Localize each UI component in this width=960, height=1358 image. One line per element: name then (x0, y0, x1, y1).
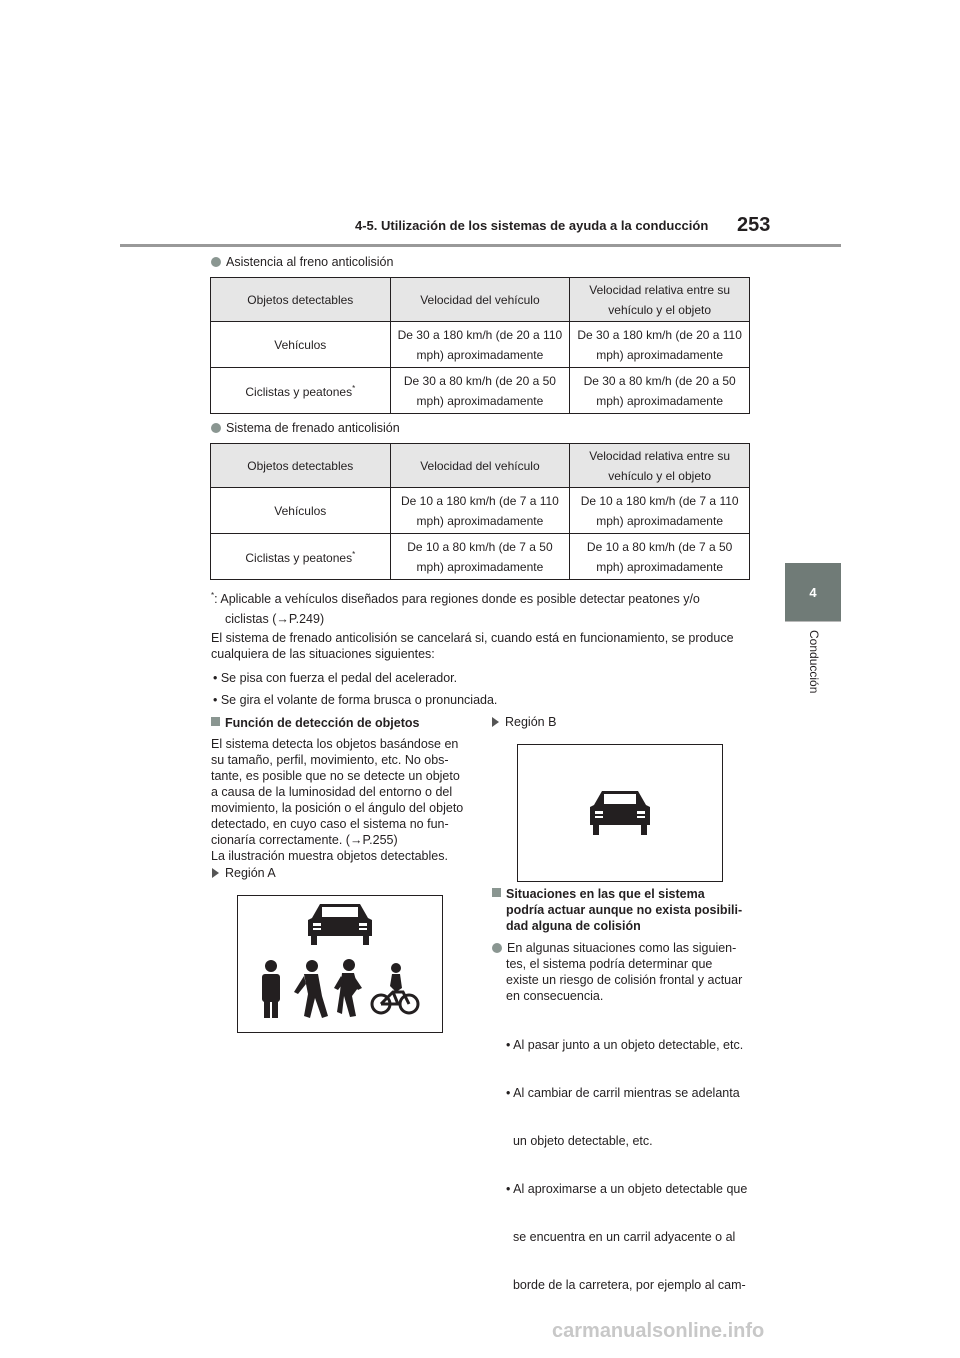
heading-line: Situaciones en las que el sistema (506, 887, 705, 901)
cyclist-icon (372, 992, 418, 1013)
header-divider (120, 244, 841, 247)
chapter-tab (785, 563, 841, 621)
page-number: 253 (737, 214, 771, 236)
footnote-line1 (211, 586, 751, 609)
heading-line: dad alguna de colisión (506, 919, 641, 933)
body-line: El sistema detecta los objetos basándose en (211, 737, 459, 751)
intro-line: existe un riesgo de colisión frontal y actuar (506, 973, 743, 987)
region-a-label (212, 866, 276, 880)
table-cell: De 10 a 180 km/h (de 7 a 110 mph) aproximadamente (390, 488, 570, 534)
table-cell (211, 534, 391, 580)
bullet-item: • Se gira el volante de forma brusca o pronunciada. (213, 693, 498, 707)
body-line: detectado, en cuyo caso el sistema no fun- (211, 817, 449, 831)
situations-intro (492, 940, 762, 1004)
section1-heading (211, 255, 393, 269)
table-cell: De 30 a 80 km/h (de 20 a 50 mph) aproximadamente (390, 368, 570, 414)
figure-region-b (517, 744, 723, 882)
square-bullet-icon (211, 717, 220, 726)
cancel-paragraph: El sistema de frenado anticolisión se cancelará si, cuando está en funcionamiento, se produce cualquiera de las situaciones siguientes: (211, 631, 734, 661)
table-cell: De 30 a 80 km/h (de 20 a 50 mph) aproximadamente (570, 368, 750, 414)
intro-line: en consecuencia. (506, 989, 604, 1003)
section-title: 4-5. Utilización de los sistemas de ayuda a la conducción (355, 218, 709, 233)
table-cell (211, 368, 391, 414)
table-cell: De 10 a 180 km/h (de 7 a 110 mph) aproximadamente (570, 488, 750, 534)
table-cell: De 10 a 80 km/h (de 7 a 50 mph) aproximadamente (390, 534, 570, 580)
vehicle-illustration (518, 745, 722, 881)
table-cell: Vehículos (211, 488, 391, 534)
cyclist-body-icon (390, 963, 402, 992)
footnote (211, 586, 751, 629)
body-line: su tamaño, perfil, movimiento, etc. No obs- (211, 753, 449, 767)
region-b-label (492, 715, 556, 729)
footnote-marker: * (352, 550, 356, 559)
footnote-line2: ciclistas (→P.249) (225, 612, 325, 627)
cell-text: Ciclistas y peatones (245, 551, 353, 565)
section2-heading-text: Sistema de frenado anticolisión (226, 421, 400, 435)
list-item: • Al pasar junto a un objeto detectable, etc. (506, 1038, 744, 1052)
pedestrian-standing-icon (262, 960, 280, 1018)
bullet-dot-icon (211, 257, 221, 267)
watermark: carmanualsonline.info (552, 1320, 765, 1342)
body-line: cionaría correctamente. (→P.255) (211, 833, 398, 847)
footnote-marker: * (211, 591, 215, 600)
body-line: movimiento, la posición o el ángulo del objeto (211, 801, 464, 815)
body-line: La ilustración muestra objetos detectables. (211, 849, 448, 863)
cell-text: Ciclistas y peatones (245, 385, 353, 399)
section1-heading-text: Asistencia al freno anticolisión (226, 255, 394, 269)
table-braking (210, 443, 750, 580)
detection-heading (211, 715, 419, 731)
table-header-cell: Objetos detectables (211, 444, 391, 488)
list-item: • Al aproximarse a un objeto detectable que (506, 1182, 748, 1196)
intro-line: tes, el sistema podría determinar que (506, 957, 713, 971)
table-header-cell: Objetos detectables (211, 278, 391, 322)
table-cell: De 30 a 180 km/h (de 20 a 110 mph) aproximadamente (390, 322, 570, 368)
pedestrian-walking-icon (294, 960, 328, 1018)
list-item: se encuentra en un carril adyacente o al (506, 1230, 736, 1244)
arrow-right-icon (212, 868, 219, 878)
detection-heading-text: Función de detección de objetos (225, 716, 420, 730)
list-item: un objeto detectable, etc. (506, 1134, 653, 1148)
chapter-label: Conducción (807, 630, 821, 694)
arrow-right-icon (492, 717, 499, 727)
situations-heading (492, 886, 762, 934)
square-bullet-icon (492, 888, 501, 897)
figure-region-a (237, 895, 443, 1033)
bullet-dot-icon (492, 943, 502, 953)
section2-heading (211, 421, 400, 435)
list-item: • Al cambiar de carril mientras se adelanta (506, 1086, 740, 1100)
table-row (211, 322, 750, 368)
table-header-cell: Velocidad del vehículo (390, 444, 570, 488)
chapter-number: 4 (809, 584, 817, 600)
pedestrian-running-icon (334, 959, 362, 1017)
detectable-objects-illustration (238, 896, 442, 1032)
footnote-marker: * (352, 384, 356, 393)
bullet-item: • Se pisa con fuerza el pedal del acelerador. (213, 671, 458, 685)
table-header-row (211, 278, 750, 322)
table-row (211, 488, 750, 534)
car-icon (590, 791, 650, 835)
body-line: a causa de la luminosidad del entorno o del (211, 785, 453, 799)
table-row (211, 368, 750, 414)
bullet-dot-icon (211, 423, 221, 433)
region-b-text: Región B (505, 715, 557, 729)
list-item: borde de la carretera, por ejemplo al cam- (506, 1278, 746, 1292)
intro-line: En algunas situaciones como las siguien- (507, 941, 737, 955)
situations-list (506, 1005, 762, 1309)
tab-divider (785, 621, 841, 622)
table-cell: De 10 a 80 km/h (de 7 a 50 mph) aproximadamente (570, 534, 750, 580)
region-a-text: Región A (225, 866, 276, 880)
table-assist (210, 277, 750, 414)
table-header-cell: Velocidad relativa entre su vehículo y el objeto (570, 444, 750, 488)
table-header-row (211, 444, 750, 488)
table-header-cell: Velocidad relativa entre su vehículo y el objeto (570, 278, 750, 322)
table-cell: Vehículos (211, 322, 391, 368)
detection-body (211, 736, 471, 864)
heading-line: podría actuar aunque no exista posibili- (506, 903, 743, 917)
table-row (211, 534, 750, 580)
body-line: tante, es posible que no se detecte un objeto (211, 769, 460, 783)
car-icon (308, 904, 372, 945)
footnote-text: : Aplicable a vehículos diseñados para regiones donde es posible detectar peatones y/o (214, 592, 700, 607)
table-cell: De 30 a 180 km/h (de 20 a 110 mph) aproximadamente (570, 322, 750, 368)
table-header-cell: Velocidad del vehículo (390, 278, 570, 322)
